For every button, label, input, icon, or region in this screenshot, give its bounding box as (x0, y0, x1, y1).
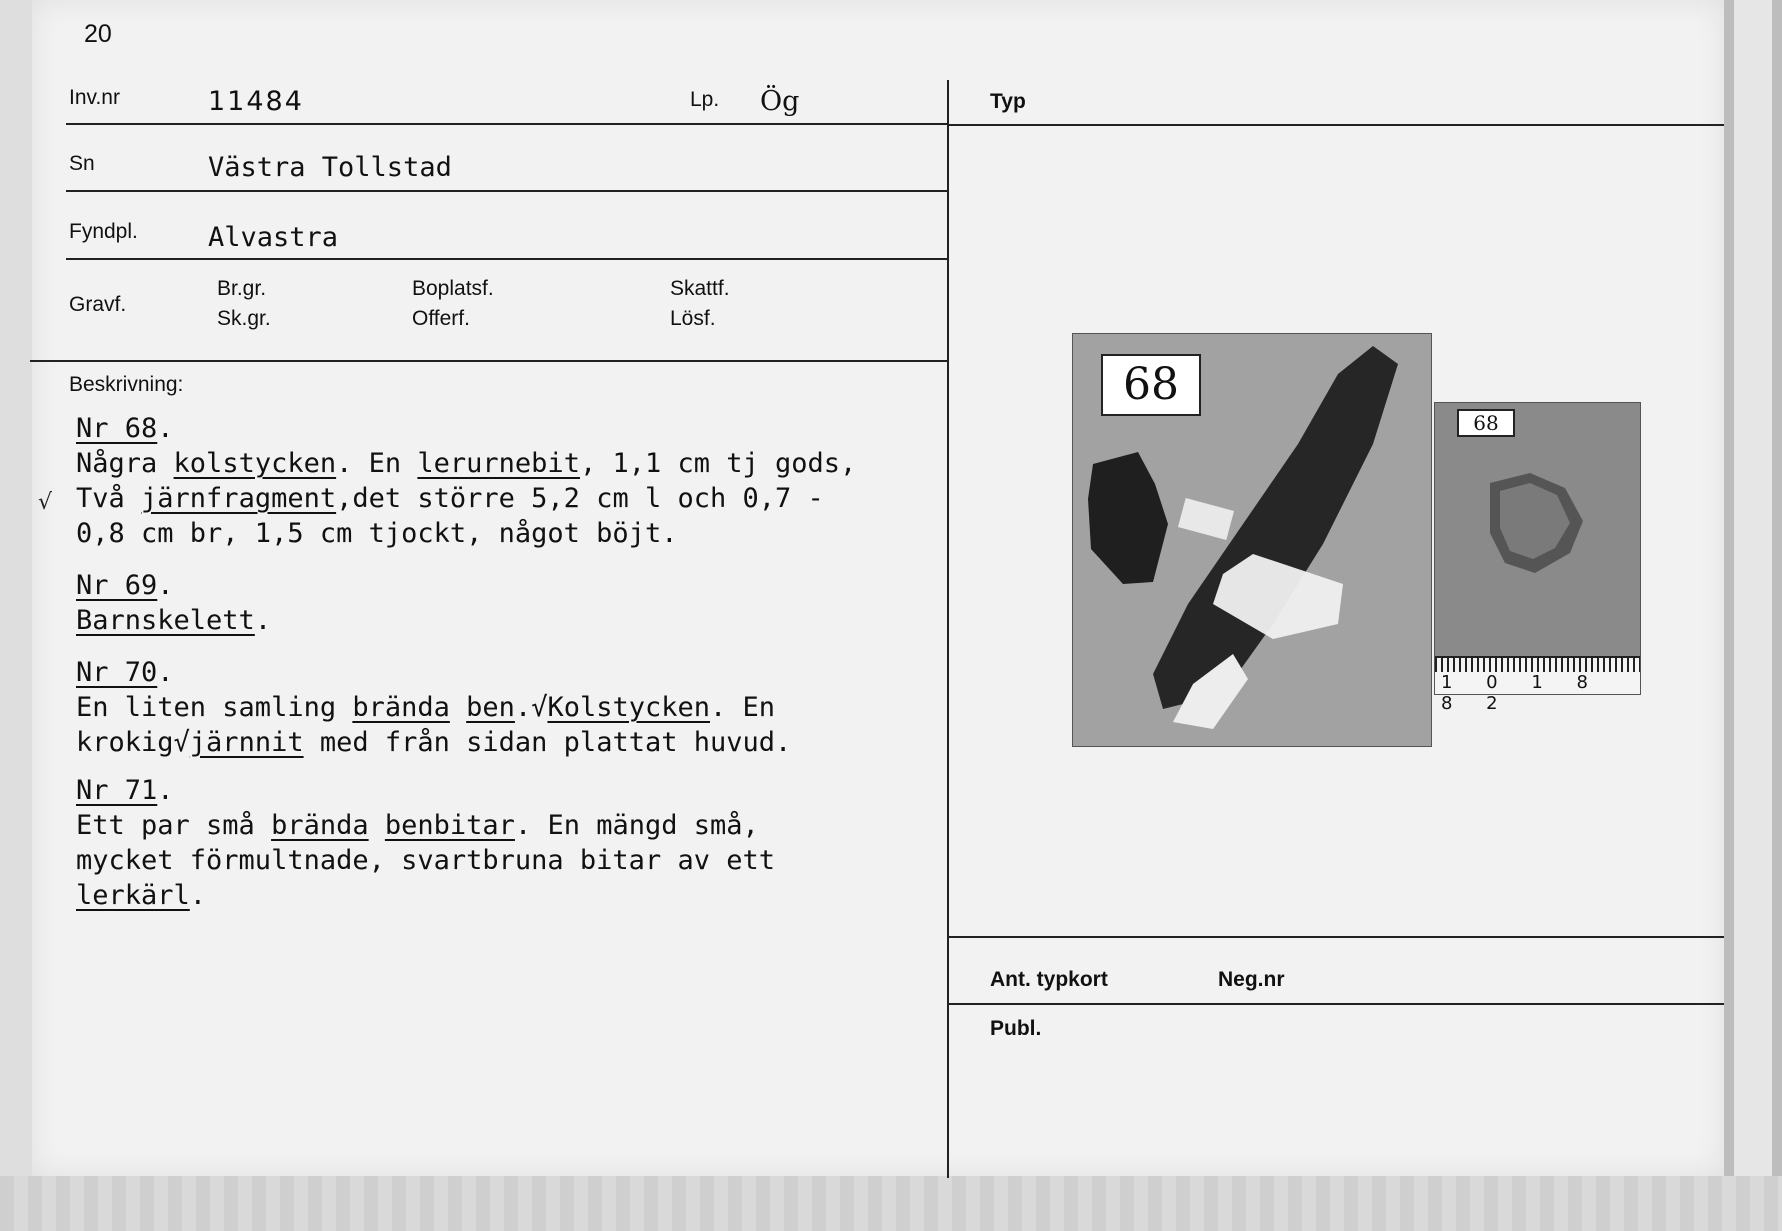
neg-nr-label: Neg.nr (1218, 968, 1285, 991)
row-line (948, 1003, 1724, 1005)
desc-line: 0,8 cm br, 1,5 cm tjockt, något böjt. (76, 518, 678, 549)
text: .√ (514, 692, 548, 723)
desc-line (76, 603, 271, 638)
underlined-term: järnnit (189, 727, 304, 758)
desc-line (76, 481, 824, 516)
ant-typkort-label: Ant. typkort (990, 968, 1108, 991)
dot: . (189, 880, 207, 911)
dot: . (157, 775, 174, 806)
skattf-label: Skattf. (670, 277, 730, 300)
row-line (30, 360, 948, 362)
fyndpl-value: Alvastra (208, 222, 339, 253)
underlined-term: brända (352, 692, 450, 723)
beskrivning-label: Beskrivning: (69, 373, 184, 396)
lp-value: Ög (760, 86, 800, 117)
column-divider (947, 80, 949, 1178)
row-line (948, 124, 1724, 126)
ruler-ticks (1435, 658, 1640, 672)
row-line (66, 258, 948, 260)
underlined-term: Barnskelett (76, 605, 255, 636)
text: . En mängd små, (514, 810, 759, 841)
check-mark: √ (38, 490, 53, 515)
nr69-head: Nr 69 (76, 570, 158, 601)
nr71-head: Nr 71 (76, 775, 158, 806)
artifact-photo-clay-fragment (1434, 402, 1641, 714)
left-margin (0, 0, 32, 1176)
dot: . (254, 605, 272, 636)
boplatsf-label: Boplatsf. (412, 277, 494, 300)
desc-nr70-heading (76, 655, 174, 690)
gravf-label: Gravf. (69, 293, 127, 316)
row-line (66, 123, 948, 125)
underlined-term: järnfragment (141, 483, 337, 514)
nr68-head: Nr 68 (76, 413, 158, 444)
scale-ruler (1435, 656, 1640, 714)
text: krokig√ (76, 727, 190, 758)
artifact-photo-iron-fragments (1072, 333, 1432, 747)
text: ,det större 5,2 cm l och 0,7 - (336, 483, 824, 514)
row-line (948, 936, 1724, 938)
text: . En (710, 692, 776, 723)
desc-line: mycket förmultnade, svartbruna bitar av ett (76, 845, 775, 876)
losf-label: Lösf. (670, 307, 716, 330)
underlined-term: kolstycken (173, 448, 337, 479)
br-gr-label: Br.gr. (217, 277, 267, 300)
specimen-tag: 68 (1101, 354, 1201, 416)
desc-nr68-heading (76, 411, 174, 446)
sk-gr-label: Sk.gr. (217, 307, 271, 330)
dot: . (157, 570, 174, 601)
lp-label: Lp. (690, 88, 720, 111)
bottom-margin (0, 1176, 1782, 1231)
text: En liten samling (76, 692, 353, 723)
underlined-term: lerkärl (76, 880, 190, 911)
row-line (66, 190, 948, 192)
text: Två (76, 483, 142, 514)
underlined-term: Kolstycken (547, 692, 711, 723)
clay-fragment-image (1435, 403, 1640, 694)
text: Några (76, 448, 174, 479)
specimen-tag: 68 (1457, 409, 1515, 437)
fyndpl-label: Fyndpl. (69, 220, 138, 243)
ruler-numbers: 1 0 1 8 8 2 (1441, 672, 1602, 714)
dot: . (157, 413, 174, 444)
inv-nr-label: Inv.nr (69, 86, 120, 109)
card-number: 20 (84, 20, 112, 48)
text (450, 692, 466, 723)
right-margin-strip (1734, 0, 1772, 1231)
underlined-term: brända (271, 810, 369, 841)
dot: . (157, 657, 174, 688)
desc-line (76, 446, 856, 481)
desc-nr71-heading (76, 773, 174, 808)
underlined-term: benbitar (384, 810, 515, 841)
text: , 1,1 cm tj gods, (579, 448, 857, 479)
text: . En (336, 448, 418, 479)
desc-line (76, 725, 791, 760)
sn-value: Västra Tollstad (208, 152, 452, 183)
inv-nr-value: 11484 (208, 86, 304, 117)
nr70-head: Nr 70 (76, 657, 158, 688)
desc-line (76, 808, 759, 843)
desc-nr69-heading (76, 568, 174, 603)
underlined-term: ben (466, 692, 515, 723)
underlined-term: lerurnebit (417, 448, 580, 479)
publ-label: Publ. (990, 1017, 1042, 1040)
desc-line (76, 878, 206, 913)
desc-line (76, 690, 775, 725)
text: med från sidan plattat huvud. (303, 727, 792, 758)
text (369, 810, 385, 841)
typ-label: Typ (990, 90, 1026, 113)
text: Ett par små (76, 810, 272, 841)
sn-label: Sn (69, 152, 95, 175)
offerf-label: Offerf. (412, 307, 470, 330)
